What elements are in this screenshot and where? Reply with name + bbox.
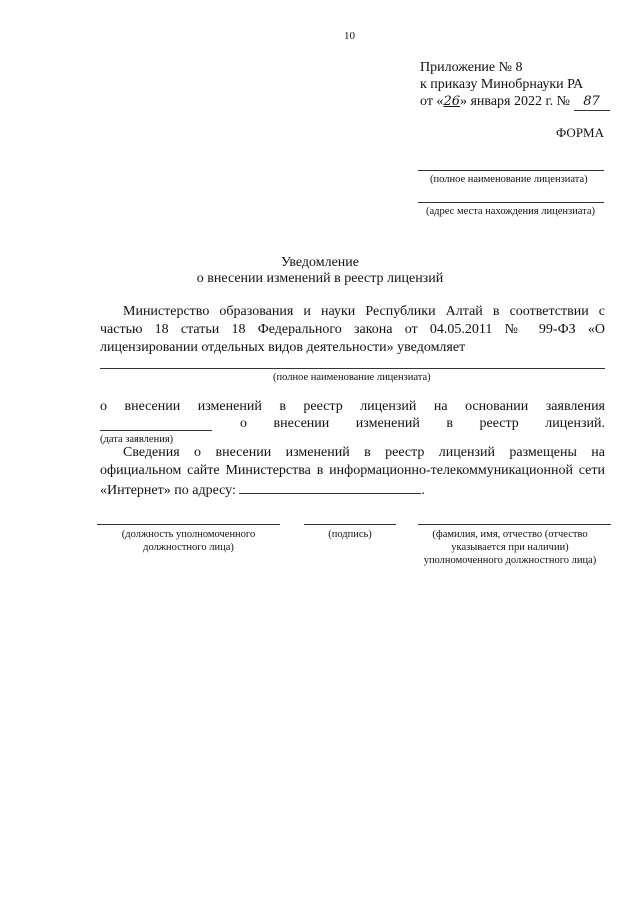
page-number: 10: [344, 30, 355, 42]
para1-line3: лицензировании отдельных видов деятельности» уведомляет: [100, 340, 466, 355]
order-date-line: [420, 94, 610, 111]
order-date-prefix: от «: [420, 94, 444, 109]
application-date-line: [100, 430, 212, 431]
document-title: Уведомление: [280, 255, 359, 270]
licensee-name-caption: (полное наименование лицензиата): [430, 174, 588, 185]
form-label: ФОРМА: [556, 125, 604, 140]
signature-line: [304, 524, 396, 525]
full-name-caption-line3: уполномоченного должностного лица): [423, 555, 597, 566]
website-address-line: [239, 481, 421, 494]
para2-line2: о внесении изменений в реестр лицензий.: [240, 416, 605, 431]
licensee-address-caption: (адрес места нахождения лицензиата): [426, 206, 596, 217]
position-line: [97, 524, 280, 525]
position-caption-line1: (должность уполномоченного: [121, 529, 256, 540]
full-name-caption-line2: указывается при наличии): [451, 542, 569, 553]
para1-line2: частью 18 статьи 18 Федерального закона от 04.05.2011 № 99-ФЗ «О: [100, 322, 605, 337]
para2-line1: о внесении изменений в реестр лицензий на основании заявления: [100, 399, 605, 414]
licensee-fill-caption: (полное наименование лицензиата): [273, 372, 431, 383]
licensee-name-line: [418, 170, 604, 171]
full-name-caption-line1: (фамилия, имя, отчество (отчество: [432, 529, 588, 540]
position-caption-line2: должностного лица): [143, 542, 234, 553]
licensee-address-line: [418, 202, 604, 203]
signature-caption: (подпись): [328, 529, 372, 540]
para1-line1: Министерство образования и науки Республики Алтай в соответствии с: [123, 304, 605, 319]
order-number: 87: [574, 94, 610, 111]
para3-line3-prefix: «Интернет» по адресу:: [100, 483, 236, 498]
appendix-label: Приложение № 8: [420, 60, 523, 75]
order-reference: к приказу Минобрнауки РА: [420, 77, 584, 92]
para3-line3-suffix: .: [421, 483, 425, 498]
document-subtitle: о внесении изменений в реестр лицензий: [196, 271, 444, 286]
order-date-day: 26: [443, 94, 460, 109]
para3-line2: официальном сайте Министерства в информационно-телекоммуникационной сети: [100, 463, 605, 478]
para3-line3: [100, 481, 425, 499]
order-date-mid: » января 2022 г. №: [459, 94, 571, 109]
licensee-fill-line: [100, 368, 605, 369]
application-date-caption: (дата заявления): [100, 434, 174, 445]
para3-line1: Сведения о внесении изменений в реестр лицензий размещены на: [123, 445, 605, 460]
full-name-line: [418, 524, 611, 525]
